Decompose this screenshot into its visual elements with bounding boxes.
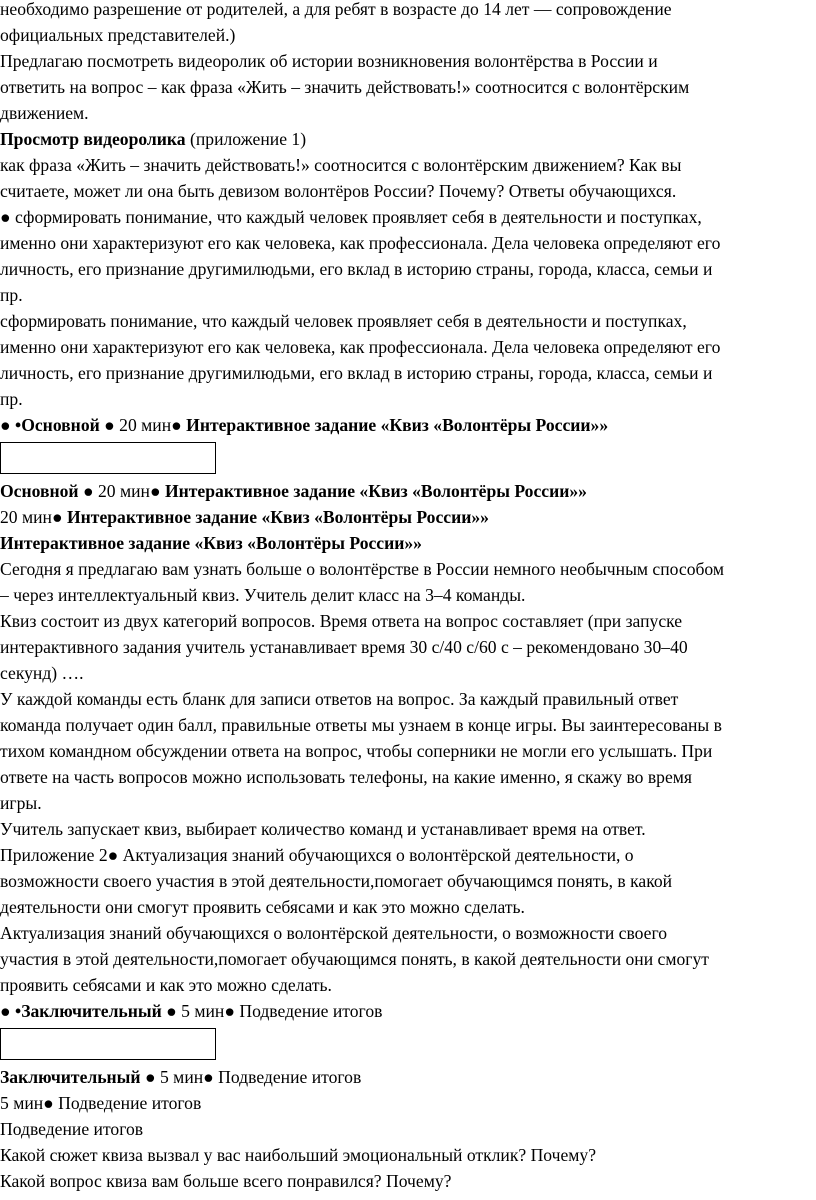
empty-table-cell: [0, 442, 216, 474]
appendix-ref: (приложение 1): [185, 129, 307, 149]
stage-name: Заключительный: [0, 1067, 141, 1087]
text-line: пр.: [0, 389, 23, 409]
text-line: интерактивного задания учитель устанавливает время 30 с/40 с/60 с – рекомендовано 30–40: [0, 637, 688, 657]
stage-time: ● 5 мин● Подведение итогов: [161, 1001, 383, 1021]
stage-name: Основной: [21, 415, 100, 435]
stage-name: Заключительный: [21, 1001, 162, 1021]
text-line: участия в этой деятельности,помогает обучающимся понять, в какой деятельности они смогут: [0, 949, 709, 969]
text-line: Какой сюжет квиза вызвал у вас наибольший эмоциональный отклик? Почему?: [0, 1145, 597, 1165]
text-line: пр.: [0, 285, 23, 305]
text-line: 5 мин● Подведение итогов: [0, 1093, 202, 1113]
text-line: ответе на часть вопросов можно использовать телефоны, на какие именно, я скажу во время: [0, 767, 693, 787]
text-line: Предлагаю посмотреть видеоролик об истории возникновения волонтёрства в России и: [0, 51, 658, 71]
text-line: деятельности они смогут проявить себясами и как это можно сделать.: [0, 897, 525, 917]
text-line: возможности своего участия в этой деятельности,помогает обучающимся понять, в какой: [0, 871, 673, 891]
text-line: Актуализация знаний обучающихся о волонтёрской деятельности, о возможности своего: [0, 923, 668, 943]
stage-time: ● 5 мин● Подведение итогов: [140, 1067, 362, 1087]
text-line: Подведение итогов: [0, 1119, 144, 1139]
text-line: необходимо разрешение от родителей, а для ребят в возрасте до 14 лет — сопровождение: [0, 0, 672, 19]
text-line: секунд) ….: [0, 663, 84, 683]
stage-line-main: [0, 504, 816, 530]
stage-name: Основной: [0, 481, 79, 501]
text-line: Сегодня я предлагаю вам узнать больше о волонтёрстве в России немного необычным способом: [0, 559, 725, 579]
text-line: считаете, может ли она быть девизом волонтёров России? Почему? Ответы обучающихся.: [0, 181, 677, 201]
text-line: как фраза «Жить – значить действовать!» соотносится с волонтёрским движением? Как вы: [0, 155, 682, 175]
text-line: проявить себясами и как это можно сделать.: [0, 975, 332, 995]
stage-task: Интерактивное задание «Квиз «Волонтёры России»»: [66, 507, 489, 527]
text-line: тихом командном обсуждении ответа на вопрос, чтобы соперники не могли его услышать. При: [0, 741, 713, 761]
text-line: сформировать понимание, что каждый человек проявляет себя в деятельности и поступках,: [0, 311, 687, 331]
heading-video: Просмотр видеоролика: [0, 129, 186, 149]
text-line: официальных представителей.): [0, 25, 236, 45]
text-line: ответить на вопрос – как фраза «Жить – значить действовать!» соотносится с волонтёрским: [0, 77, 690, 97]
empty-table-cell: [0, 1028, 216, 1060]
stage-task: Интерактивное задание «Квиз «Волонтёры России»»: [164, 481, 587, 501]
text-line: Учитель запускает квиз, выбирает количество команд и устанавливает время на ответ.: [0, 819, 646, 839]
stage-line-main: [0, 478, 816, 504]
text-line: – через интеллектуальный квиз. Учитель делит класс на 3–4 команды.: [0, 585, 526, 605]
text-line: Какой вопрос квиза вам больше всего понравился? Почему?: [0, 1171, 452, 1191]
text-line: именно они характеризуют его как человека, как профессионала. Дела человека определяют его: [0, 233, 721, 253]
text-line: У каждой команды есть бланк для записи ответов на вопрос. За каждый правильный ответ: [0, 689, 679, 709]
stage-time: ● 20 мин●: [99, 415, 187, 435]
text-line: личность, его признание другимилюдьми, его вклад в историю страны, города, класса, семьи и: [0, 259, 713, 279]
bullet: ● •: [0, 415, 22, 435]
stage-time: 20 мин●: [0, 507, 67, 527]
bullet: ● •: [0, 1001, 22, 1021]
text-line: [0, 126, 816, 152]
stage-task: Интерактивное задание «Квиз «Волонтёры России»»: [186, 415, 609, 435]
text-line: игры.: [0, 793, 42, 813]
stage-line-main: [0, 412, 816, 438]
text-line: движением.: [0, 103, 89, 123]
text-line: Квиз состоит из двух категорий вопросов. Время ответа на вопрос составляет (при запуске: [0, 611, 683, 631]
text-line: именно они характеризуют его как человека, как профессионала. Дела человека определяют его: [0, 337, 721, 357]
stage-line-final: [0, 1064, 816, 1090]
text-line: Приложение 2● Актуализация знаний обучающихся о волонтёрской деятельности, о: [0, 845, 634, 865]
text-line: ● сформировать понимание, что каждый человек проявляет себя в деятельности и поступках,: [0, 207, 702, 227]
stage-line-final: [0, 998, 816, 1024]
text-line: команда получает один балл, правильные ответы мы узнаем в конце игры. Вы заинтересованы в: [0, 715, 722, 735]
stage-time: ● 20 мин●: [78, 481, 165, 501]
text-line: личность, его признание другимилюдьми, его вклад в историю страны, города, класса, семьи и: [0, 363, 713, 383]
stage-task-heading: Интерактивное задание «Квиз «Волонтёры России»»: [0, 533, 422, 553]
